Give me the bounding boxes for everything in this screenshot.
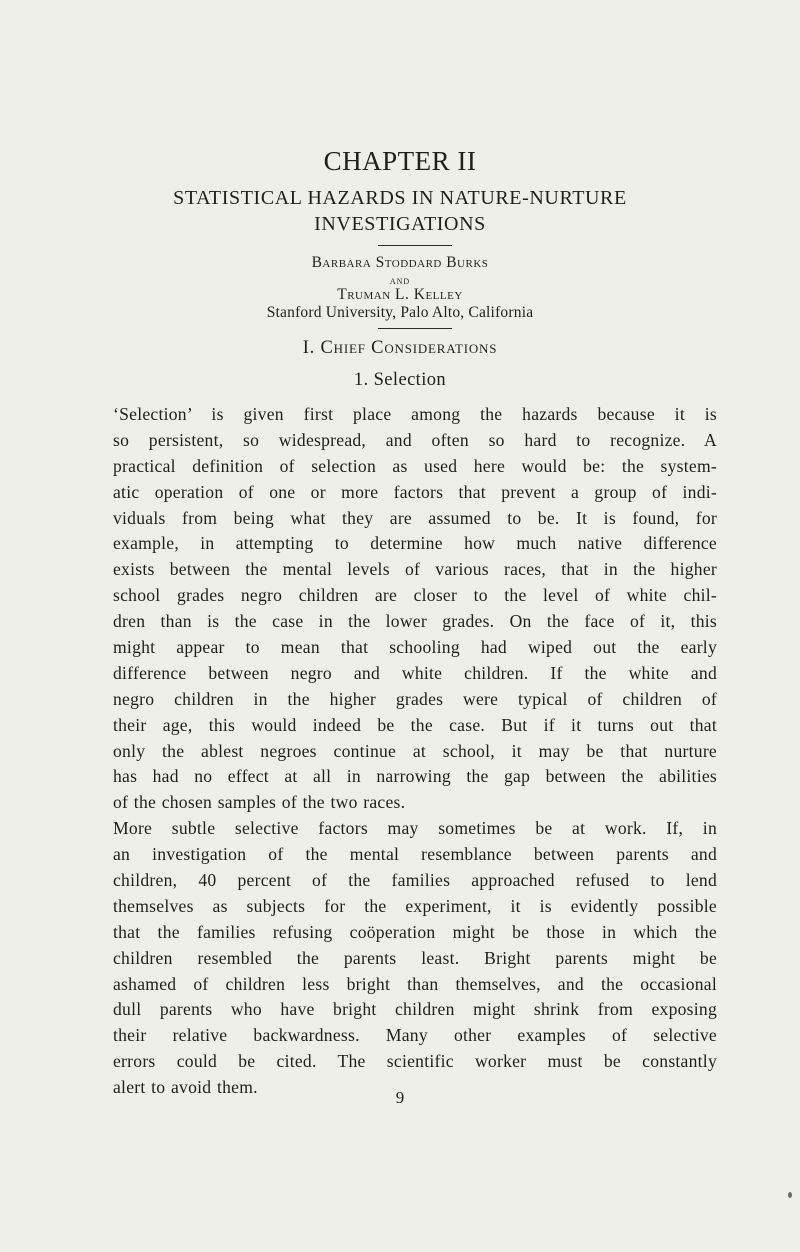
paragraph-line: dren than is the case in the lower grades. On the face of it, this	[113, 611, 717, 632]
body-text	[113, 402, 717, 1101]
paragraph-line: themselves as subjects for the experiment, it is evidently possible	[113, 895, 717, 916]
author-affiliation: Stanford University, Palo Alto, California	[266, 304, 534, 321]
paragraph-line: practical definition of selection as used here would be: the system-	[113, 455, 717, 476]
paragraph-line: their age, this would indeed be the case. But if it turns out that	[113, 714, 717, 735]
paragraph-line: example, in attempting to determine how much native difference	[113, 533, 717, 554]
paragraph-line: ashamed of children less bright than themselves, and the occasional	[113, 973, 717, 994]
paragraph-line: an investigation of the mental resemblance between parents and	[113, 844, 717, 865]
paragraph-line: of the chosen samples of the two races.	[113, 792, 406, 813]
paragraph-line: exists between the mental levels of various races, that in the higher	[113, 559, 717, 580]
paragraph-line: dull parents who have bright children might shrink from exposing	[113, 999, 717, 1020]
page-number: 9	[395, 1088, 405, 1107]
paragraph-line: alert to avoid them.	[113, 1077, 258, 1098]
paragraph-line: children resembled the parents least. Bright parents might be	[113, 947, 717, 968]
chapter-title	[0, 185, 800, 237]
paragraph-line: might appear to mean that schooling had wiped out the early	[113, 637, 717, 658]
chapter-heading: CHAPTER II	[323, 146, 477, 176]
paragraph-line: so persistent, so widespread, and often so hard to recognize. A	[113, 429, 717, 450]
paragraph-line: viduals from being what they are assumed to be. It is found, for	[113, 507, 717, 528]
paragraph-line: More subtle selective factors may sometimes be at work. If, in	[113, 818, 717, 839]
paragraph-line: children, 40 percent of the families approached refused to lend	[113, 870, 717, 891]
paragraph-line: errors could be cited. The scientific worker must be constantly	[113, 1051, 717, 1072]
author-divider	[378, 328, 452, 329]
paragraph-line: that the families refusing coöperation might be those in which the	[113, 921, 717, 942]
chapter-title-line-1: STATISTICAL HAZARDS IN NATURE-NURTURE	[173, 187, 627, 209]
paper-speck	[788, 1192, 792, 1198]
paragraph-line: only the ablest negroes continue at school, it may be that nurture	[113, 740, 717, 761]
paragraph-line: difference between negro and white children. If the white and	[113, 662, 717, 683]
author-1: Barbara Stoddard Burks	[311, 254, 489, 271]
paragraph-line: has had no effect at all in narrowing the gap between the abilities	[113, 766, 717, 787]
paragraph-line: ‘Selection’ is given first place among the hazards because it is	[113, 404, 717, 424]
paragraph-line: school grades negro children are closer to the level of white chil-	[113, 585, 717, 606]
chapter-title-line-2: INVESTIGATIONS	[314, 213, 486, 235]
title-divider	[378, 245, 452, 246]
section-heading: I. Chief Considerations	[302, 338, 498, 358]
author-2: Truman L. Kelley	[337, 286, 463, 303]
paragraph-line: their relative backwardness. Many other examples of selective	[113, 1025, 717, 1046]
subsection-heading: 1. Selection	[353, 370, 447, 390]
author-conjunction: and	[389, 273, 411, 287]
paragraph-line: negro children in the higher grades were typical of children of	[113, 688, 717, 709]
paragraph-line: atic operation of one or more factors that prevent a group of indi-	[113, 481, 717, 502]
